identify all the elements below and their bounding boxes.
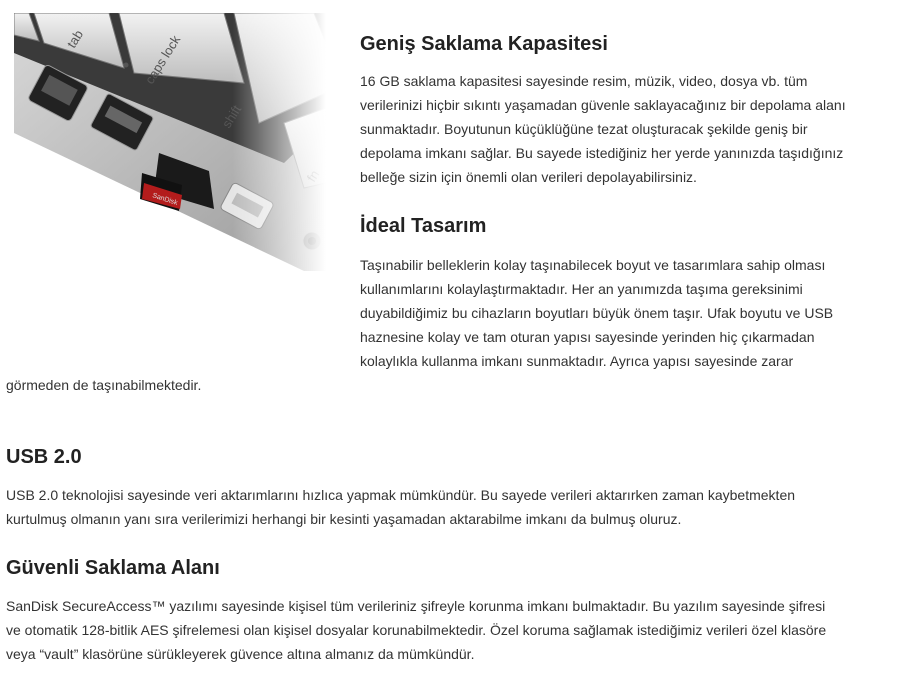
text-line: haznesine kolay ve tam oturan yapısı sayesinde yerinden hiç çıkarmadan xyxy=(360,329,815,345)
usb-drive-in-laptop-illustration xyxy=(14,13,326,271)
section-title-usb: USB 2.0 xyxy=(6,446,82,468)
text-line: USB 2.0 teknolojisi sayesinde veri aktarımlarını hızlıca yapmak mümkündür. Bu sayede verileri aktarırken zaman kaybetmekten xyxy=(6,487,796,503)
text-line: ve otomatik 128-bitlik AES şifrelemesi olan kişisel dosyalar korunabilmektedir. Özel koruma sağlamak istediğimiz verileri özel klasöre xyxy=(6,622,827,638)
text-line: veya “vault” klasörüne sürükleyerek güvence altına almanız da mümkündür. xyxy=(6,646,475,662)
product-photo xyxy=(14,13,326,271)
section-title-secure-storage: Güvenli Saklama Alanı xyxy=(6,557,220,579)
text-line: SanDisk SecureAccess™ yazılımı sayesinde kişisel tüm verileriniz şifreyle korunma imkanı bulmaktadır. Bu yazılım sayesinde şifresi xyxy=(6,598,826,614)
text-line: depolama imkanı sağlar. Bu sayede istediğiniz her yerde yanınızda taşıdığınız xyxy=(360,145,844,161)
text-line: sunmaktadır. Boyutunun küçüklüğüne tezat oluşturacak şekilde geniş bir xyxy=(360,121,808,137)
section-title-design: İdeal Tasarım xyxy=(360,215,487,237)
text-line: duyabildiğimiz bu cihazların boyutları büyük önem taşır. Ufak boyutu ve USB xyxy=(360,305,834,321)
text-line: kolaylıkla kullanma imkanı sunmaktadır. Ayrıca yapısı sayesinde zarar xyxy=(360,353,794,369)
text-line: Taşınabilir belleklerin kolay taşınabilecek boyut ve tasarımlara sahip olması xyxy=(360,257,826,273)
section-text-secure-storage xyxy=(6,594,826,666)
text-line: verilerinizi hiçbir sıkıntı yaşamadan güvenle saklayacağınız bir depolama alanı xyxy=(360,97,846,113)
section-title-capacity: Geniş Saklama Kapasitesi xyxy=(360,33,608,55)
text-line: belleğe sizin için önemli olan verileri depolayabilirsiniz. xyxy=(360,169,697,185)
text-line: 16 GB saklama kapasitesi sayesinde resim, müzik, video, dosya vb. tüm xyxy=(360,73,808,89)
text-line: kullanımlarını kolaylaştırmaktadır. Her an yanımızda taşıma gereksinimi xyxy=(360,281,803,297)
text-line: kurtulmuş olmanın yanı sıra verilerimizi herhangi bir kesinti yaşamadan aktarabilme imkanı da bulmuş oluruz. xyxy=(6,511,682,527)
section-text-usb xyxy=(6,483,795,531)
section-text-design xyxy=(360,253,833,373)
text-line: görmeden de taşınabilmektedir. xyxy=(6,377,202,393)
section-text-design-wrap xyxy=(6,373,201,397)
section-text-capacity xyxy=(360,69,846,189)
